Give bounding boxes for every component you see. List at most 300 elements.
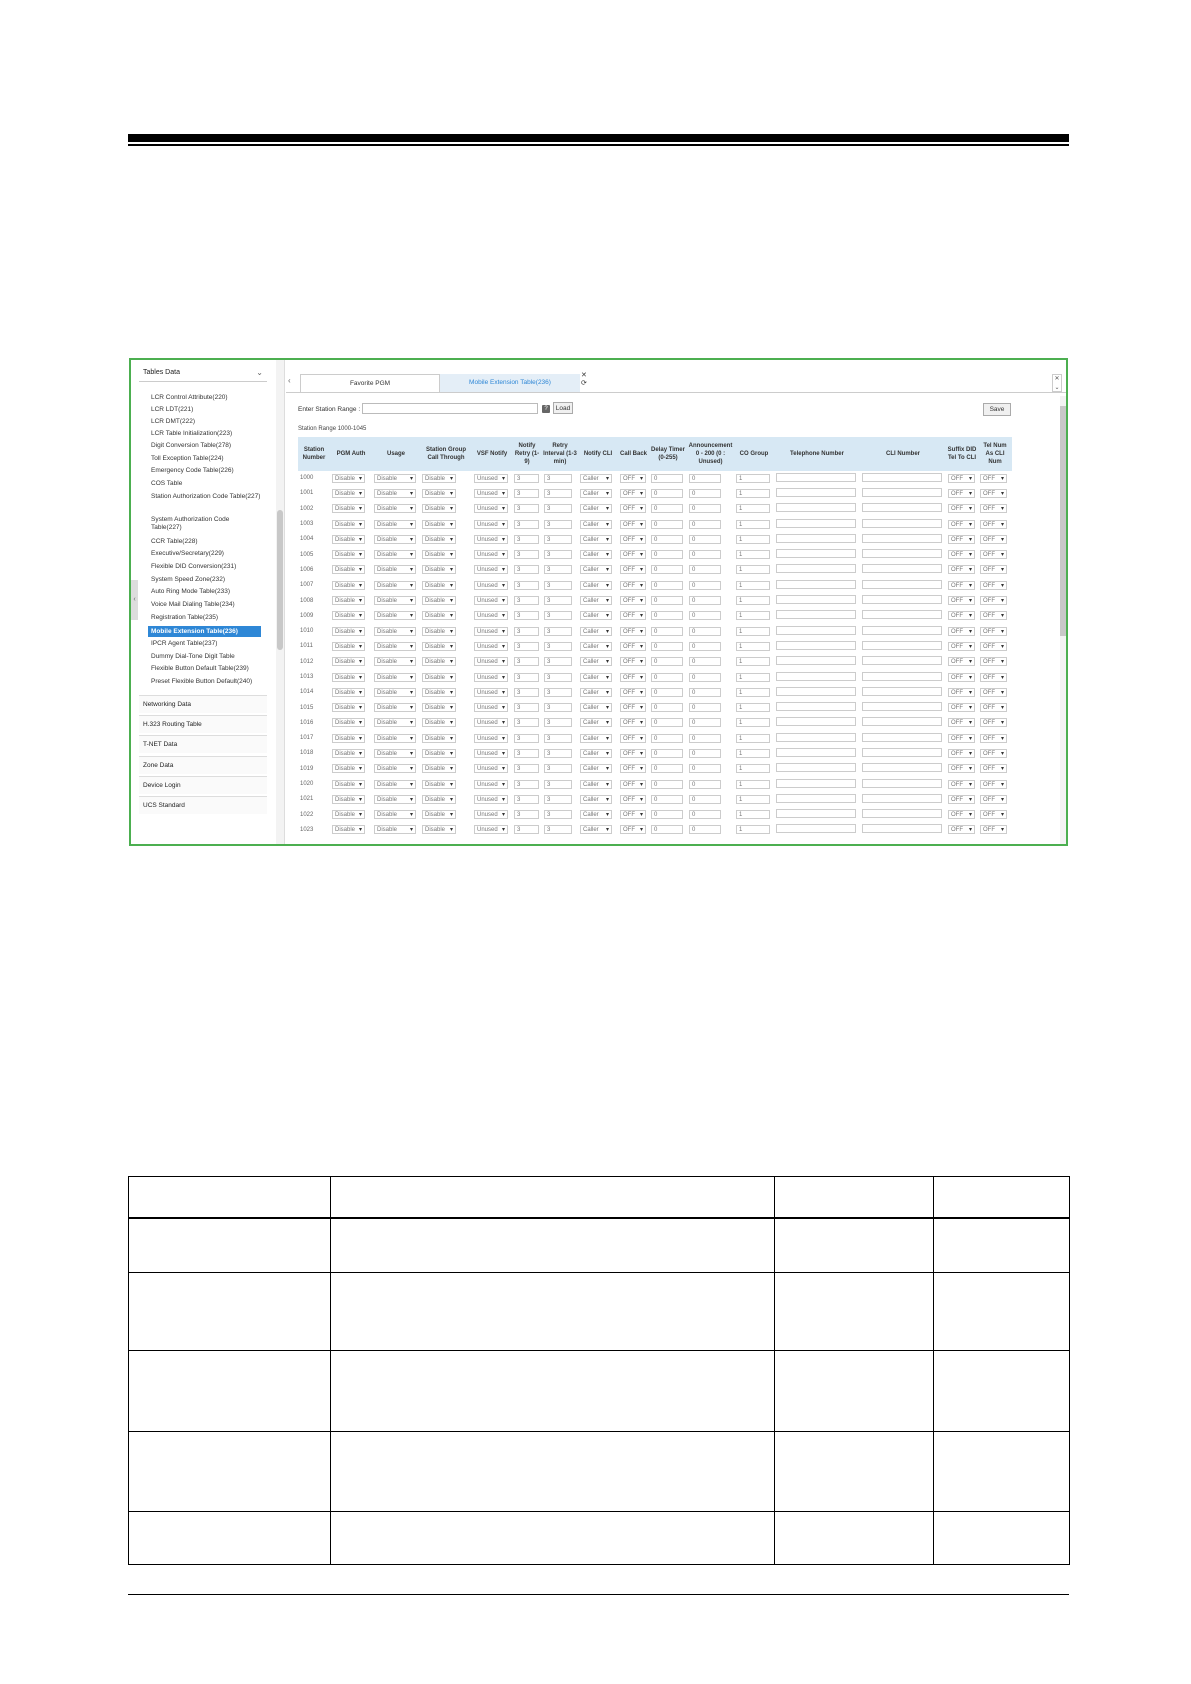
delay-timer-field[interactable]: 0 (651, 718, 683, 727)
retry-interval-field[interactable]: 3 (544, 611, 572, 620)
usage-select[interactable]: Disable ▾ (374, 825, 416, 834)
notify-cli-select[interactable]: Caller ▾ (580, 550, 612, 559)
tab-close-icon[interactable]: ✕ ⟳ (581, 372, 587, 387)
delay-timer-field[interactable]: 0 (651, 474, 683, 483)
notify-cli-select[interactable]: Caller ▾ (580, 535, 612, 544)
cli-number-field[interactable] (862, 473, 942, 482)
suffix-did-select[interactable]: OFF ▾ (948, 718, 975, 727)
load-button[interactable]: Load (553, 402, 573, 414)
notify-retry-field[interactable]: 3 (514, 657, 539, 666)
call-back-select[interactable]: OFF ▾ (620, 688, 646, 697)
sidebar-collapse-handle[interactable]: ‹ (131, 580, 138, 620)
chevron-left-icon[interactable]: ‹ (288, 376, 291, 385)
pgm-auth-select[interactable]: Disable ▾ (332, 703, 365, 712)
call-back-select[interactable]: OFF ▾ (620, 810, 646, 819)
retry-interval-field[interactable]: 3 (544, 642, 572, 651)
notify-cli-select[interactable]: Caller ▾ (580, 673, 612, 682)
group-call-select[interactable]: Disable ▾ (422, 581, 456, 590)
notify-cli-select[interactable]: Caller ▾ (580, 703, 612, 712)
cli-number-field[interactable] (862, 626, 942, 635)
notify-cli-select[interactable]: Caller ▾ (580, 795, 612, 804)
vsf-notify-select[interactable]: Unused ▾ (474, 688, 508, 697)
notify-retry-field[interactable]: 3 (514, 795, 539, 804)
group-call-select[interactable]: Disable ▾ (422, 596, 456, 605)
cli-number-field[interactable] (862, 549, 942, 558)
co-group-field[interactable]: 1 (736, 764, 770, 773)
announcement-field[interactable]: 0 (689, 688, 721, 697)
suffix-did-select[interactable]: OFF ▾ (948, 520, 975, 529)
sidebar-section[interactable]: Networking Data (139, 695, 267, 713)
cli-number-field[interactable] (862, 748, 942, 757)
group-call-select[interactable]: Disable ▾ (422, 611, 456, 620)
notify-cli-select[interactable]: Caller ▾ (580, 764, 612, 773)
delay-timer-field[interactable]: 0 (651, 749, 683, 758)
tel-as-cli-select[interactable]: OFF ▾ (980, 795, 1007, 804)
delay-timer-field[interactable]: 0 (651, 611, 683, 620)
usage-select[interactable]: Disable ▾ (374, 535, 416, 544)
cli-number-field[interactable] (862, 717, 942, 726)
notify-cli-select[interactable]: Caller ▾ (580, 718, 612, 727)
pgm-auth-select[interactable]: Disable ▾ (332, 688, 365, 697)
suffix-did-select[interactable]: OFF ▾ (948, 810, 975, 819)
notify-retry-field[interactable]: 3 (514, 780, 539, 789)
notify-retry-field[interactable]: 3 (514, 642, 539, 651)
call-back-select[interactable]: OFF ▾ (620, 795, 646, 804)
notify-cli-select[interactable]: Caller ▾ (580, 825, 612, 834)
vsf-notify-select[interactable]: Unused ▾ (474, 565, 508, 574)
pgm-auth-select[interactable]: Disable ▾ (332, 627, 365, 636)
tel-as-cli-select[interactable]: OFF ▾ (980, 657, 1007, 666)
save-button[interactable]: Save (983, 403, 1011, 416)
sidebar-item[interactable]: IPCR Agent Table(237) (151, 640, 218, 647)
sidebar-item[interactable]: CCR Table(228) (151, 538, 198, 545)
group-call-select[interactable]: Disable ▾ (422, 535, 456, 544)
co-group-field[interactable]: 1 (736, 795, 770, 804)
call-back-select[interactable]: OFF ▾ (620, 489, 646, 498)
call-back-select[interactable]: OFF ▾ (620, 825, 646, 834)
sidebar-item[interactable]: LCR Table Initialization(223) (151, 430, 233, 437)
pgm-auth-select[interactable]: Disable ▾ (332, 565, 365, 574)
pgm-auth-select[interactable]: Disable ▾ (332, 489, 365, 498)
telephone-number-field[interactable] (776, 748, 856, 757)
tel-as-cli-select[interactable]: OFF ▾ (980, 810, 1007, 819)
notify-cli-select[interactable]: Caller ▾ (580, 581, 612, 590)
group-call-select[interactable]: Disable ▾ (422, 642, 456, 651)
call-back-select[interactable]: OFF ▾ (620, 703, 646, 712)
usage-select[interactable]: Disable ▾ (374, 810, 416, 819)
station-range-input[interactable] (362, 403, 538, 414)
tel-as-cli-select[interactable]: OFF ▾ (980, 474, 1007, 483)
announcement-field[interactable]: 0 (689, 474, 721, 483)
telephone-number-field[interactable] (776, 779, 856, 788)
sidebar-section[interactable]: H.323 Routing Table (139, 715, 267, 733)
co-group-field[interactable]: 1 (736, 718, 770, 727)
cli-number-field[interactable] (862, 519, 942, 528)
announcement-field[interactable]: 0 (689, 535, 721, 544)
vsf-notify-select[interactable]: Unused ▾ (474, 657, 508, 666)
telephone-number-field[interactable] (776, 794, 856, 803)
co-group-field[interactable]: 1 (736, 611, 770, 620)
call-back-select[interactable]: OFF ▾ (620, 596, 646, 605)
co-group-field[interactable]: 1 (736, 474, 770, 483)
delay-timer-field[interactable]: 0 (651, 810, 683, 819)
announcement-field[interactable]: 0 (689, 550, 721, 559)
notify-cli-select[interactable]: Caller ▾ (580, 810, 612, 819)
call-back-select[interactable]: OFF ▾ (620, 520, 646, 529)
vsf-notify-select[interactable]: Unused ▾ (474, 642, 508, 651)
telephone-number-field[interactable] (776, 564, 856, 573)
sidebar-item[interactable]: System Authorization Code Table(227) (151, 516, 230, 531)
vsf-notify-select[interactable]: Unused ▾ (474, 535, 508, 544)
telephone-number-field[interactable] (776, 641, 856, 650)
group-call-select[interactable]: Disable ▾ (422, 550, 456, 559)
suffix-did-select[interactable]: OFF ▾ (948, 764, 975, 773)
co-group-field[interactable]: 1 (736, 688, 770, 697)
notify-retry-field[interactable]: 3 (514, 764, 539, 773)
notify-retry-field[interactable]: 3 (514, 596, 539, 605)
tel-as-cli-select[interactable]: OFF ▾ (980, 673, 1007, 682)
notify-retry-field[interactable]: 3 (514, 718, 539, 727)
usage-select[interactable]: Disable ▾ (374, 550, 416, 559)
usage-select[interactable]: Disable ▾ (374, 673, 416, 682)
call-back-select[interactable]: OFF ▾ (620, 535, 646, 544)
tel-as-cli-select[interactable]: OFF ▾ (980, 703, 1007, 712)
sidebar-item[interactable]: LCR Control Attribute(220) (151, 394, 228, 401)
tel-as-cli-select[interactable]: OFF ▾ (980, 627, 1007, 636)
sidebar-section[interactable]: UCS Standard (139, 796, 267, 814)
retry-interval-field[interactable]: 3 (544, 627, 572, 636)
sidebar-item[interactable]: System Speed Zone(232) (151, 576, 226, 583)
group-call-select[interactable]: Disable ▾ (422, 565, 456, 574)
telephone-number-field[interactable] (776, 473, 856, 482)
cli-number-field[interactable] (862, 824, 942, 833)
group-call-select[interactable]: Disable ▾ (422, 627, 456, 636)
usage-select[interactable]: Disable ▾ (374, 596, 416, 605)
suffix-did-select[interactable]: OFF ▾ (948, 581, 975, 590)
pgm-auth-select[interactable]: Disable ▾ (332, 718, 365, 727)
sidebar-item[interactable]: Registration Table(235) (151, 614, 219, 621)
call-back-select[interactable]: OFF ▾ (620, 718, 646, 727)
delay-timer-field[interactable]: 0 (651, 780, 683, 789)
table-scroll-thumb[interactable] (1060, 406, 1066, 636)
cli-number-field[interactable] (862, 763, 942, 772)
usage-select[interactable]: Disable ▾ (374, 795, 416, 804)
notify-cli-select[interactable]: Caller ▾ (580, 565, 612, 574)
suffix-did-select[interactable]: OFF ▾ (948, 657, 975, 666)
usage-select[interactable]: Disable ▾ (374, 474, 416, 483)
cli-number-field[interactable] (862, 687, 942, 696)
sidebar-item[interactable]: Emergency Code Table(226) (151, 467, 234, 474)
group-call-select[interactable]: Disable ▾ (422, 825, 456, 834)
telephone-number-field[interactable] (776, 702, 856, 711)
cli-number-field[interactable] (862, 779, 942, 788)
delay-timer-field[interactable]: 0 (651, 795, 683, 804)
delay-timer-field[interactable]: 0 (651, 657, 683, 666)
call-back-select[interactable]: OFF ▾ (620, 780, 646, 789)
retry-interval-field[interactable]: 3 (544, 504, 572, 513)
notify-cli-select[interactable]: Caller ▾ (580, 688, 612, 697)
cli-number-field[interactable] (862, 672, 942, 681)
suffix-did-select[interactable]: OFF ▾ (948, 550, 975, 559)
retry-interval-field[interactable]: 3 (544, 657, 572, 666)
suffix-did-select[interactable]: OFF ▾ (948, 504, 975, 513)
usage-select[interactable]: Disable ▾ (374, 642, 416, 651)
usage-select[interactable]: Disable ▾ (374, 734, 416, 743)
cli-number-field[interactable] (862, 534, 942, 543)
notify-cli-select[interactable]: Caller ▾ (580, 627, 612, 636)
telephone-number-field[interactable] (776, 549, 856, 558)
notify-retry-field[interactable]: 3 (514, 810, 539, 819)
pgm-auth-select[interactable]: Disable ▾ (332, 596, 365, 605)
notify-cli-select[interactable]: Caller ▾ (580, 657, 612, 666)
suffix-did-select[interactable]: OFF ▾ (948, 780, 975, 789)
telephone-number-field[interactable] (776, 534, 856, 543)
delay-timer-field[interactable]: 0 (651, 596, 683, 605)
notify-cli-select[interactable]: Caller ▾ (580, 611, 612, 620)
delay-timer-field[interactable]: 0 (651, 627, 683, 636)
call-back-select[interactable]: OFF ▾ (620, 673, 646, 682)
suffix-did-select[interactable]: OFF ▾ (948, 535, 975, 544)
vsf-notify-select[interactable]: Unused ▾ (474, 581, 508, 590)
delay-timer-field[interactable]: 0 (651, 550, 683, 559)
announcement-field[interactable]: 0 (689, 489, 721, 498)
notify-retry-field[interactable]: 3 (514, 749, 539, 758)
group-call-select[interactable]: Disable ▾ (422, 810, 456, 819)
vsf-notify-select[interactable]: Unused ▾ (474, 825, 508, 834)
co-group-field[interactable]: 1 (736, 657, 770, 666)
sidebar-header-tables-data[interactable] (139, 364, 267, 382)
telephone-number-field[interactable] (776, 503, 856, 512)
notify-retry-field[interactable]: 3 (514, 520, 539, 529)
notify-retry-field[interactable]: 3 (514, 504, 539, 513)
co-group-field[interactable]: 1 (736, 825, 770, 834)
retry-interval-field[interactable]: 3 (544, 734, 572, 743)
tel-as-cli-select[interactable]: OFF ▾ (980, 780, 1007, 789)
vsf-notify-select[interactable]: Unused ▾ (474, 596, 508, 605)
announcement-field[interactable]: 0 (689, 657, 721, 666)
co-group-field[interactable]: 1 (736, 627, 770, 636)
co-group-field[interactable]: 1 (736, 504, 770, 513)
tel-as-cli-select[interactable]: OFF ▾ (980, 688, 1007, 697)
retry-interval-field[interactable]: 3 (544, 596, 572, 605)
retry-interval-field[interactable]: 3 (544, 581, 572, 590)
sidebar-item[interactable]: Digit Conversion Table(278) (151, 442, 232, 449)
vsf-notify-select[interactable]: Unused ▾ (474, 734, 508, 743)
sidebar-item[interactable]: Preset Flexible Button Default(240) (151, 678, 253, 685)
pgm-auth-select[interactable]: Disable ▾ (332, 657, 365, 666)
call-back-select[interactable]: OFF ▾ (620, 734, 646, 743)
cli-number-field[interactable] (862, 641, 942, 650)
tel-as-cli-select[interactable]: OFF ▾ (980, 734, 1007, 743)
telephone-number-field[interactable] (776, 824, 856, 833)
notify-retry-field[interactable]: 3 (514, 611, 539, 620)
telephone-number-field[interactable] (776, 656, 856, 665)
co-group-field[interactable]: 1 (736, 780, 770, 789)
telephone-number-field[interactable] (776, 717, 856, 726)
pgm-auth-select[interactable]: Disable ▾ (332, 581, 365, 590)
delay-timer-field[interactable]: 0 (651, 673, 683, 682)
vsf-notify-select[interactable]: Unused ▾ (474, 489, 508, 498)
vsf-notify-select[interactable]: Unused ▾ (474, 795, 508, 804)
usage-select[interactable]: Disable ▾ (374, 627, 416, 636)
co-group-field[interactable]: 1 (736, 673, 770, 682)
pgm-auth-select[interactable]: Disable ▾ (332, 520, 365, 529)
telephone-number-field[interactable] (776, 733, 856, 742)
sidebar-section[interactable]: Device Login (139, 776, 267, 794)
retry-interval-field[interactable]: 3 (544, 489, 572, 498)
tel-as-cli-select[interactable]: OFF ▾ (980, 764, 1007, 773)
cli-number-field[interactable] (862, 809, 942, 818)
retry-interval-field[interactable]: 3 (544, 688, 572, 697)
cli-number-field[interactable] (862, 610, 942, 619)
tel-as-cli-select[interactable]: OFF ▾ (980, 550, 1007, 559)
usage-select[interactable]: Disable ▾ (374, 703, 416, 712)
vsf-notify-select[interactable]: Unused ▾ (474, 520, 508, 529)
usage-select[interactable]: Disable ▾ (374, 504, 416, 513)
vsf-notify-select[interactable]: Unused ▾ (474, 749, 508, 758)
delay-timer-field[interactable]: 0 (651, 489, 683, 498)
suffix-did-select[interactable]: OFF ▾ (948, 474, 975, 483)
announcement-field[interactable]: 0 (689, 703, 721, 712)
retry-interval-field[interactable]: 3 (544, 673, 572, 682)
usage-select[interactable]: Disable ▾ (374, 489, 416, 498)
delay-timer-field[interactable]: 0 (651, 581, 683, 590)
announcement-field[interactable]: 0 (689, 718, 721, 727)
notify-cli-select[interactable]: Caller ▾ (580, 749, 612, 758)
cli-number-field[interactable] (862, 503, 942, 512)
usage-select[interactable]: Disable ▾ (374, 764, 416, 773)
usage-select[interactable]: Disable ▾ (374, 581, 416, 590)
cli-number-field[interactable] (862, 733, 942, 742)
cli-number-field[interactable] (862, 656, 942, 665)
vsf-notify-select[interactable]: Unused ▾ (474, 627, 508, 636)
suffix-did-select[interactable]: OFF ▾ (948, 642, 975, 651)
call-back-select[interactable]: OFF ▾ (620, 550, 646, 559)
pgm-auth-select[interactable]: Disable ▾ (332, 550, 365, 559)
notify-retry-field[interactable]: 3 (514, 535, 539, 544)
group-call-select[interactable]: Disable ▾ (422, 474, 456, 483)
announcement-field[interactable]: 0 (689, 734, 721, 743)
pgm-auth-select[interactable]: Disable ▾ (332, 734, 365, 743)
delay-timer-field[interactable]: 0 (651, 825, 683, 834)
notify-retry-field[interactable]: 3 (514, 627, 539, 636)
group-call-select[interactable]: Disable ▾ (422, 764, 456, 773)
cli-number-field[interactable] (862, 794, 942, 803)
suffix-did-select[interactable]: OFF ▾ (948, 565, 975, 574)
announcement-field[interactable]: 0 (689, 642, 721, 651)
group-call-select[interactable]: Disable ▾ (422, 734, 456, 743)
announcement-field[interactable]: 0 (689, 520, 721, 529)
announcement-field[interactable]: 0 (689, 795, 721, 804)
announcement-field[interactable]: 0 (689, 627, 721, 636)
tel-as-cli-select[interactable]: OFF ▾ (980, 596, 1007, 605)
co-group-field[interactable]: 1 (736, 489, 770, 498)
suffix-did-select[interactable]: OFF ▾ (948, 795, 975, 804)
sidebar-item[interactable]: LCR LDT(221) (151, 406, 194, 413)
notify-retry-field[interactable]: 3 (514, 565, 539, 574)
pgm-auth-select[interactable]: Disable ▾ (332, 474, 365, 483)
tel-as-cli-select[interactable]: OFF ▾ (980, 489, 1007, 498)
announcement-field[interactable]: 0 (689, 780, 721, 789)
notify-cli-select[interactable]: Caller ▾ (580, 734, 612, 743)
tel-as-cli-select[interactable]: OFF ▾ (980, 520, 1007, 529)
group-call-select[interactable]: Disable ▾ (422, 688, 456, 697)
retry-interval-field[interactable]: 3 (544, 718, 572, 727)
cli-number-field[interactable] (862, 580, 942, 589)
vsf-notify-select[interactable]: Unused ▾ (474, 780, 508, 789)
retry-interval-field[interactable]: 3 (544, 780, 572, 789)
sidebar-item[interactable]: Station Authorization Code Table(227) (151, 493, 261, 500)
retry-interval-field[interactable]: 3 (544, 474, 572, 483)
telephone-number-field[interactable] (776, 610, 856, 619)
retry-interval-field[interactable]: 3 (544, 825, 572, 834)
notify-retry-field[interactable]: 3 (514, 489, 539, 498)
suffix-did-select[interactable]: OFF ▾ (948, 611, 975, 620)
telephone-number-field[interactable] (776, 488, 856, 497)
co-group-field[interactable]: 1 (736, 734, 770, 743)
sidebar-section[interactable]: Zone Data (139, 756, 267, 774)
announcement-field[interactable]: 0 (689, 825, 721, 834)
sidebar-item[interactable]: Voice Mail Dialing Table(234) (151, 601, 235, 608)
retry-interval-field[interactable]: 3 (544, 795, 572, 804)
tel-as-cli-select[interactable]: OFF ▾ (980, 565, 1007, 574)
delay-timer-field[interactable]: 0 (651, 688, 683, 697)
call-back-select[interactable]: OFF ▾ (620, 627, 646, 636)
co-group-field[interactable]: 1 (736, 810, 770, 819)
group-call-select[interactable]: Disable ▾ (422, 749, 456, 758)
vsf-notify-select[interactable]: Unused ▾ (474, 673, 508, 682)
pgm-auth-select[interactable]: Disable ▾ (332, 764, 365, 773)
usage-select[interactable]: Disable ▾ (374, 780, 416, 789)
group-call-select[interactable]: Disable ▾ (422, 718, 456, 727)
call-back-select[interactable]: OFF ▾ (620, 657, 646, 666)
co-group-field[interactable]: 1 (736, 642, 770, 651)
telephone-number-field[interactable] (776, 672, 856, 681)
notify-retry-field[interactable]: 3 (514, 673, 539, 682)
cli-number-field[interactable] (862, 595, 942, 604)
delay-timer-field[interactable]: 0 (651, 764, 683, 773)
cli-number-field[interactable] (862, 488, 942, 497)
suffix-did-select[interactable]: OFF ▾ (948, 627, 975, 636)
co-group-field[interactable]: 1 (736, 520, 770, 529)
telephone-number-field[interactable] (776, 626, 856, 635)
sidebar-item[interactable]: LCR DMT(222) (151, 418, 196, 425)
pgm-auth-select[interactable]: Disable ▾ (332, 535, 365, 544)
usage-select[interactable]: Disable ▾ (374, 718, 416, 727)
notify-retry-field[interactable]: 3 (514, 550, 539, 559)
announcement-field[interactable]: 0 (689, 596, 721, 605)
pgm-auth-select[interactable]: Disable ▾ (332, 825, 365, 834)
retry-interval-field[interactable]: 3 (544, 550, 572, 559)
group-call-select[interactable]: Disable ▾ (422, 489, 456, 498)
table-scrollbar[interactable] (1060, 396, 1066, 844)
announcement-field[interactable]: 0 (689, 581, 721, 590)
tel-as-cli-select[interactable]: OFF ▾ (980, 642, 1007, 651)
suffix-did-select[interactable]: OFF ▾ (948, 596, 975, 605)
sidebar-scrollbar[interactable] (276, 360, 285, 844)
usage-select[interactable]: Disable ▾ (374, 611, 416, 620)
announcement-field[interactable]: 0 (689, 611, 721, 620)
tel-as-cli-select[interactable]: OFF ▾ (980, 718, 1007, 727)
cli-number-field[interactable] (862, 702, 942, 711)
call-back-select[interactable]: OFF ▾ (620, 749, 646, 758)
announcement-field[interactable]: 0 (689, 764, 721, 773)
tel-as-cli-select[interactable]: OFF ▾ (980, 611, 1007, 620)
sidebar-item[interactable]: Flexible Button Default Table(239) (151, 665, 249, 672)
pgm-auth-select[interactable]: Disable ▾ (332, 810, 365, 819)
suffix-did-select[interactable]: OFF ▾ (948, 749, 975, 758)
co-group-field[interactable]: 1 (736, 749, 770, 758)
